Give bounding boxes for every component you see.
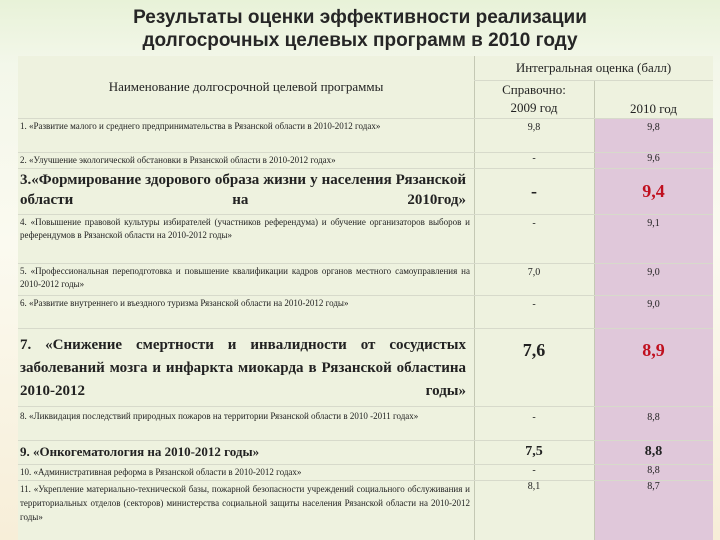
row-divider [18,214,713,215]
table-row-5-name: 5. «Профессиональная переподготовка и повышение квалификации кадров органов местного самоуправления на 2010-2012 годы» [20,266,470,289]
table-row-9-2010: 8,8 [644,444,663,459]
row-divider [18,480,713,481]
row-divider [18,263,713,264]
title-line-1: Результаты оценки эффективности реализации [133,7,587,28]
table-row-3-2009: - [531,180,537,201]
row-divider [474,80,713,81]
table-row-6-2009: - [532,299,536,310]
results-table [18,56,713,540]
table-row-2-2009: - [532,153,536,164]
table-row-3-2010: 9,4 [642,180,665,201]
table-row-8-2010: 8,8 [647,412,660,423]
header-program-name: Наименование долгосрочной целевой программы [108,79,384,94]
table-row-7-name: 7. «Снижение смертности и инвалидности от сосудистых заболеваний мозга и инфаркта миокарда в Рязанской областина 2010-2012 годы» [20,337,466,399]
table-row-7-2009: 7,6 [522,339,546,360]
table-row-10-2010: 8,8 [647,465,660,476]
table-row-6-2010: 9,0 [647,299,660,310]
header-2009-label: 2009 год [510,100,558,115]
header-year-2009 [474,80,594,118]
table-row-6-name: 6. «Развитие внутреннего и въездного туризма Рязанской области на 2010-2012 годы» [20,298,349,308]
header-year-2010: 2010 год [630,101,677,116]
table-row-2-2010: 9,6 [647,153,660,164]
row-divider [18,464,713,465]
table-row-9-2009: 7,5 [525,444,543,459]
row-divider [18,152,713,153]
table-row-8-2009: - [532,412,536,423]
row-divider [18,440,713,441]
column-divider [474,56,475,540]
table-row-8-name: 8. «Ликвидация последствий природных пожаров на территории Рязанской области в 2010 -2011 годах» [20,411,419,421]
table-row-9-name: 9. «Онкогематология на 2010-2012 годы» [20,444,260,459]
header-integral-score: Интегральная оценка (балл) [515,60,672,75]
row-divider [18,118,713,119]
table-row-10-name: 10. «Административная реформа в Рязанской области в 2010-2012 годах» [20,467,302,477]
table-row-1-2010: 9,8 [647,122,660,133]
table-row-11-name: 11. «Укрепление материально-технической базы, пожарной безопасности учреждений социального обслуживания и территориальных отделов (секторов) министерства социальной защиты населения Рязанской области на 2010-2012 годы» [20,484,470,522]
table-row-4-2010: 9,1 [647,218,660,229]
table-row-3-name: 3.«Формирование здорового образа жизни у населения Рязанской области на 2010год» [20,172,466,208]
title-line-2: долгосрочных целевых программ в 2010 году [142,30,578,51]
table-row-11-2009: 8,1 [527,481,541,492]
table-row-10-2009: - [532,465,536,476]
header-reference-label: Справочно: [502,82,566,97]
table-row-2-name: 2. «Улучшение экологической обстановки в Рязанской области в 2010-2012 годах» [20,155,336,165]
table-row-5-2009: 7,0 [527,267,541,278]
row-divider [18,168,713,169]
table-row-4-name: 4. «Повышение правовой культуры избирателей (участников референдума) и обучение организаторов выборов и референдумов в Рязанской области на 2010-2012 годы» [20,217,470,240]
table-row-11-2010: 8,7 [647,481,660,492]
table-row-5-2010: 9,0 [647,267,660,278]
slide-title [0,6,720,52]
table-row-4-2009: - [532,218,536,229]
table-row-1-2009: 9,8 [527,122,541,133]
table-row-1-name: 1. «Развитие малого и среднего предпринимательства в Рязанской области в 2010-2012 годах» [20,121,381,131]
row-divider [18,295,713,296]
table-row-7-2010: 8,9 [642,339,665,360]
column-divider [594,80,595,540]
row-divider [18,328,713,329]
row-divider [18,406,713,407]
